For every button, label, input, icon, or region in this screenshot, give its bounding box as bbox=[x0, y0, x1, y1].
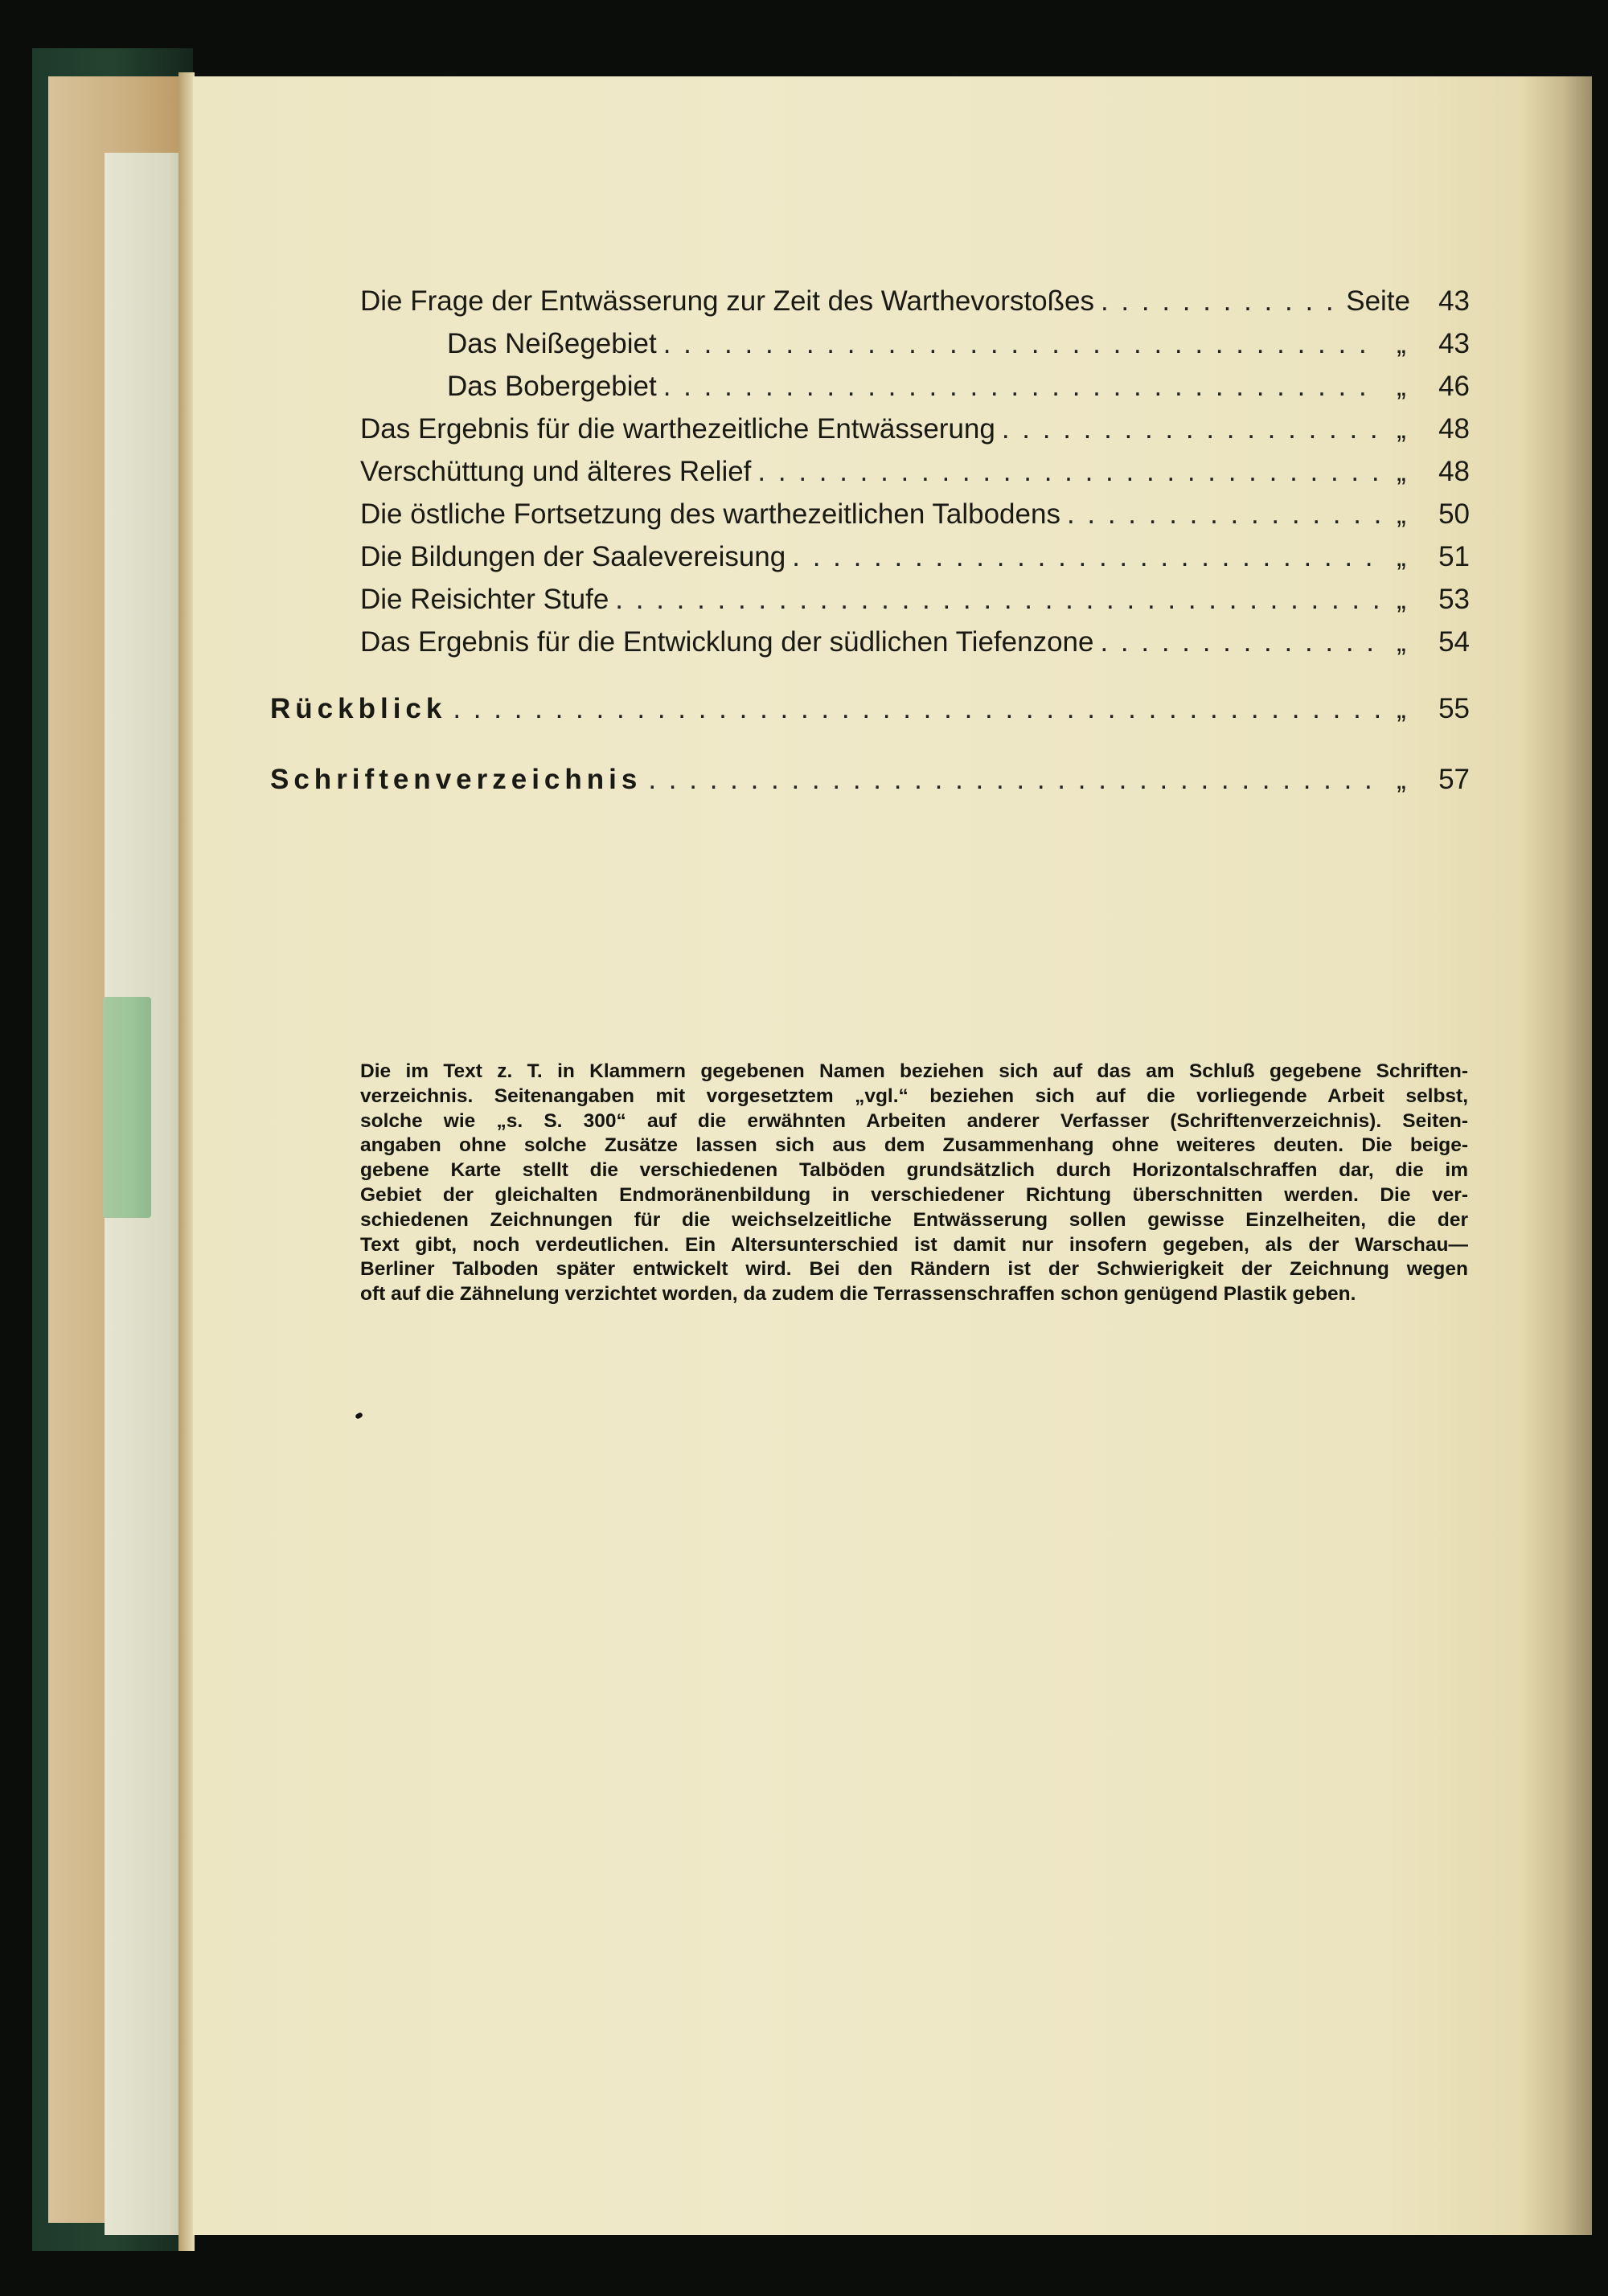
ditto-mark: „ bbox=[1397, 498, 1406, 530]
toc-entry-title: Die Reisichter Stufe bbox=[360, 584, 609, 615]
toc-entry-title: Das Ergebnis für die Entwicklung der südlichen Tiefenzone bbox=[360, 626, 1094, 658]
toc-entry bbox=[360, 365, 1470, 408]
toc-entry bbox=[360, 535, 1470, 578]
leader-dots bbox=[995, 408, 1381, 450]
toc-entry bbox=[360, 450, 1470, 493]
ditto-mark: „ bbox=[1397, 626, 1406, 658]
note-line: angaben ohne solche Zusätze lassen sich aus dem Zusammenhang ohne weiteres deuten. Die beige- bbox=[360, 1134, 1468, 1157]
toc-entry-page: 53 bbox=[1438, 584, 1470, 615]
toc-section bbox=[270, 687, 1470, 730]
page-gutter-shadow bbox=[1520, 76, 1592, 2235]
leader-dots bbox=[446, 687, 1381, 730]
toc-page-prefix: Seite bbox=[1346, 285, 1410, 317]
toc-entry-title: Verschüttung und älteres Relief bbox=[360, 456, 752, 487]
table-of-contents bbox=[270, 280, 1470, 801]
leader-dots bbox=[642, 758, 1381, 801]
toc-entry-page: 43 bbox=[1438, 285, 1470, 317]
ditto-mark: „ bbox=[1397, 693, 1406, 724]
toc-entry-title: Das Ergebnis für die warthezeitliche Entwässerung bbox=[360, 413, 995, 445]
ditto-mark: „ bbox=[1397, 456, 1406, 487]
leader-dots bbox=[1093, 621, 1381, 663]
leader-dots bbox=[751, 450, 1381, 493]
toc-entry bbox=[360, 578, 1470, 621]
toc-entry-page: 48 bbox=[1438, 456, 1470, 487]
toc-entry bbox=[360, 280, 1470, 322]
ditto-mark: „ bbox=[1397, 328, 1406, 359]
toc-entry-title: Die Frage der Entwässerung zur Zeit des Warthevorstoßes bbox=[360, 285, 1094, 317]
toc-entry-title: Das Neißegebiet bbox=[447, 328, 657, 359]
toc-entry-page: 46 bbox=[1438, 371, 1470, 402]
note-line: oft auf die Zähnelung verzichtet worden, da zudem die Terrassenschraffen schon genügend Plastik geben. bbox=[360, 1283, 1356, 1306]
leader-dots bbox=[657, 365, 1381, 408]
page-edge bbox=[178, 72, 195, 2251]
toc-entry-page: 50 bbox=[1438, 498, 1470, 530]
note-line: verzeichnis. Seitenangaben mit vorgesetztem „vgl.“ beziehen sich auf die vorliegende Arbeit selbst, bbox=[360, 1084, 1468, 1107]
toc-section-page: 57 bbox=[1438, 764, 1470, 795]
ditto-mark: „ bbox=[1397, 413, 1406, 445]
toc-entry bbox=[360, 621, 1470, 663]
note-line: schiedenen Zeichnungen für die weichselzeitliche Entwässerung sollen gewisse Einzelheiten, die der bbox=[360, 1208, 1468, 1231]
ditto-mark: „ bbox=[1397, 371, 1406, 402]
leader-dots bbox=[1094, 280, 1346, 322]
toc-section-title: Rückblick bbox=[270, 693, 447, 724]
leader-dots bbox=[1060, 493, 1381, 535]
leader-dots bbox=[609, 578, 1381, 621]
toc-entry-title: Die Bildungen der Saalevereisung bbox=[360, 541, 786, 572]
note-line: Text gibt, noch verdeutlichen. Ein Altersunterschied ist damit nur insofern gegeben, als der Warschau— bbox=[360, 1233, 1468, 1256]
ditto-mark: „ bbox=[1397, 764, 1406, 795]
ditto-mark: „ bbox=[1397, 584, 1406, 615]
ribbon-bookmark bbox=[103, 997, 151, 1218]
leader-dots bbox=[657, 322, 1381, 365]
toc-entry bbox=[360, 493, 1470, 535]
toc-entry bbox=[360, 322, 1470, 365]
toc-section bbox=[270, 758, 1470, 801]
explanatory-note bbox=[360, 1060, 1468, 1307]
toc-entry-page: 51 bbox=[1438, 541, 1470, 572]
leader-dots bbox=[786, 535, 1381, 578]
note-line: Gebiet der gleichalten Endmoränenbildung in verschiedener Richtung überschnitten werden. Die ver- bbox=[360, 1183, 1468, 1206]
note-line: gebene Karte stellt die verschiedenen Talböden grundsätzlich durch Horizontalschraffen dar, die im bbox=[360, 1159, 1468, 1182]
toc-section-page: 55 bbox=[1438, 693, 1470, 724]
toc-entry-page: 43 bbox=[1438, 328, 1470, 359]
toc-entry-title: Die östliche Fortsetzung des warthezeitlichen Talbodens bbox=[360, 498, 1060, 530]
toc-entry-title: Das Bobergebiet bbox=[447, 371, 657, 402]
ditto-mark: „ bbox=[1397, 541, 1406, 572]
toc-entry-page: 48 bbox=[1438, 413, 1470, 445]
note-line: Berliner Talboden später entwickelt wird. Bei den Rändern ist der Schwierigkeit der Zeichnung wegen bbox=[360, 1258, 1468, 1281]
toc-entry bbox=[360, 408, 1470, 450]
toc-section-title: Schriftenverzeichnis bbox=[270, 764, 642, 795]
note-line: Die im Text z. T. in Klammern gegebenen Namen beziehen sich auf das am Schluß gegebene Schriften- bbox=[360, 1060, 1468, 1082]
note-line: solche wie „s. S. 300“ auf die erwähnten Arbeiten anderer Verfasser (Schriftenverzeichnis). Seiten- bbox=[360, 1109, 1468, 1132]
toc-entry-page: 54 bbox=[1438, 626, 1470, 658]
